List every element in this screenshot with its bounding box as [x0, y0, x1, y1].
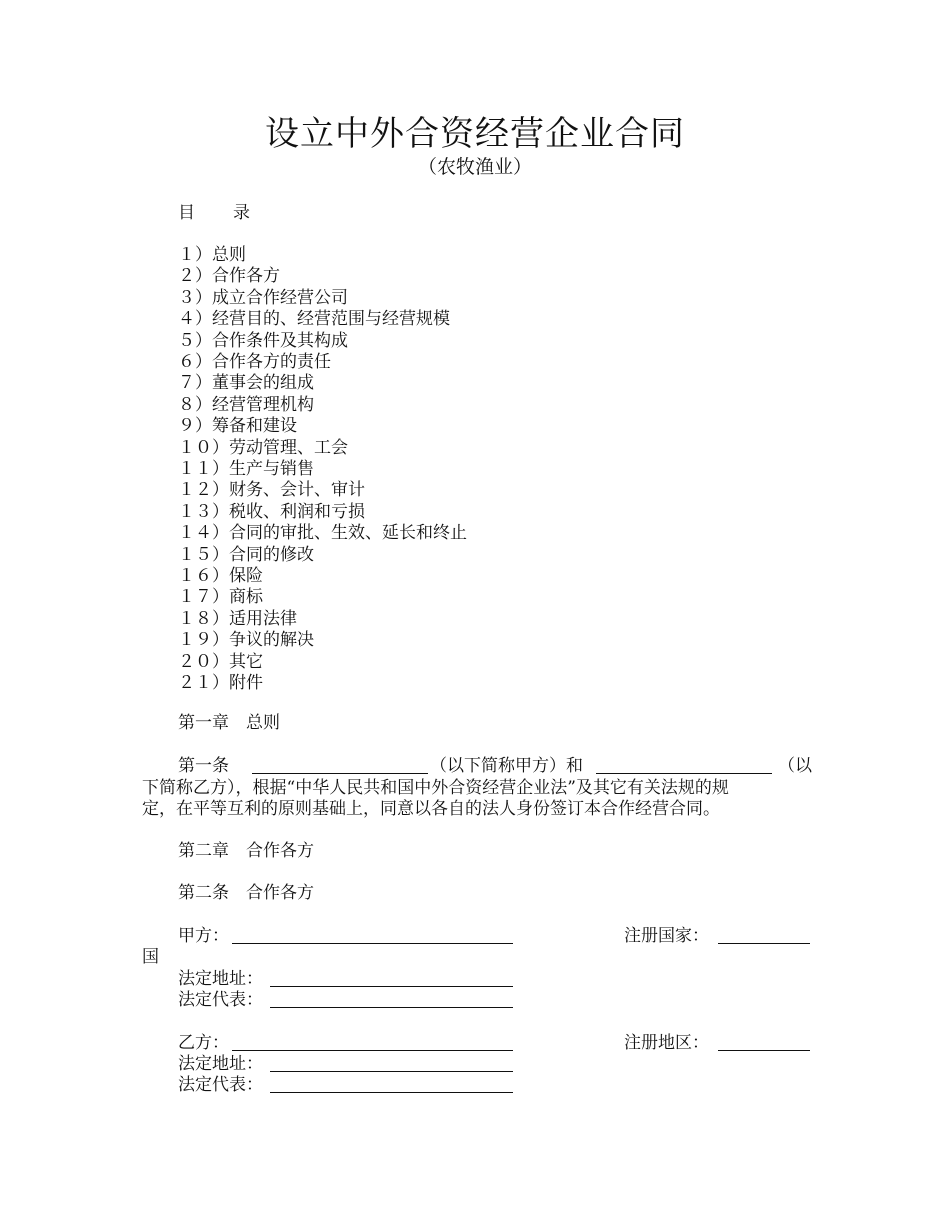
toc-item: ２１）附件: [178, 673, 263, 693]
party-a-address-blank[interactable]: [270, 971, 513, 987]
chapter-1-heading: 第一章 总则: [178, 713, 280, 733]
party-b-rep-blank[interactable]: [270, 1077, 513, 1093]
article-2-heading: 第二条 合作各方: [178, 883, 314, 903]
toc-item: １０）劳动管理、工会: [178, 437, 348, 458]
article-1-text-c: 下简称乙方），根据“中华人民共和国中外合资经营企业法”及其它有关法规的规: [142, 777, 729, 798]
toc-item: １４）合同的审批、生效、延长和终止: [178, 523, 467, 544]
toc-item: １）总则: [178, 245, 246, 265]
toc-item: １９）争议的解决: [178, 630, 314, 651]
article-1-text-a: （以下简称甲方）和: [430, 756, 583, 776]
party-a-name-blank[interactable]: [252, 758, 428, 774]
article-1-text-b: （以: [778, 756, 812, 776]
reg-region-blank[interactable]: [718, 1035, 810, 1051]
chapter-2-heading: 第二章 合作各方: [178, 841, 314, 861]
article-1-text-d: 定，在平等互利的原则基础上，同意以各自的法人身份签订本合作经营合同。: [142, 799, 720, 819]
reg-country-label: 注册国家：: [624, 926, 709, 946]
document-title: 设立中外合资经营企业合同: [265, 114, 685, 154]
party-a-rep-blank[interactable]: [270, 992, 513, 1008]
document-subtitle: （农牧渔业）: [417, 156, 532, 178]
reg-country-blank[interactable]: [718, 928, 810, 944]
toc-item: １５）合同的修改: [178, 544, 314, 565]
toc-item: ８）经营管理机构: [178, 394, 314, 415]
toc-item: １１）生产与销售: [178, 459, 314, 479]
party-b-rep-label: 法定代表：: [178, 1075, 263, 1095]
toc-item: １７）商标: [178, 587, 263, 608]
toc-item: ７）董事会的组成: [178, 373, 314, 394]
party-a-blank[interactable]: [232, 928, 513, 944]
party-b-address-blank[interactable]: [270, 1056, 513, 1072]
toc-item: １２）财务、会计、审计: [178, 480, 365, 501]
toc-item: １８）适用法律: [178, 608, 297, 629]
toc-item: ９）筹备和建设: [178, 416, 297, 437]
toc-heading-right: 录: [233, 203, 250, 223]
reg-region-label: 注册地区：: [624, 1033, 709, 1053]
toc-item: ３）成立合作经营公司: [178, 287, 348, 308]
party-a-address-label: 法定地址：: [178, 969, 263, 989]
toc-item: ６）合作各方的责任: [178, 352, 331, 372]
toc-heading-left: 目: [178, 203, 195, 223]
toc-item: １３）税收、利润和亏损: [178, 501, 365, 522]
toc-item: ２）合作各方: [178, 266, 280, 287]
party-b-name-blank[interactable]: [596, 758, 772, 774]
article-1-label: 第一条: [178, 756, 229, 776]
party-a-rep-label: 法定代表：: [178, 990, 263, 1010]
toc-item: １６）保险: [178, 566, 263, 586]
party-a-label: 甲方：: [178, 926, 229, 946]
party-b-address-label: 法定地址：: [178, 1054, 263, 1074]
country-suffix: 国: [142, 947, 159, 967]
toc-item: ５）合作条件及其构成: [178, 330, 348, 351]
party-b-blank[interactable]: [232, 1035, 513, 1051]
party-b-label: 乙方：: [178, 1033, 229, 1053]
toc-heading: [178, 203, 250, 224]
toc-item: ２０）其它: [178, 651, 263, 672]
toc-item: ４）经营目的、经营范围与经营规模: [178, 309, 450, 330]
